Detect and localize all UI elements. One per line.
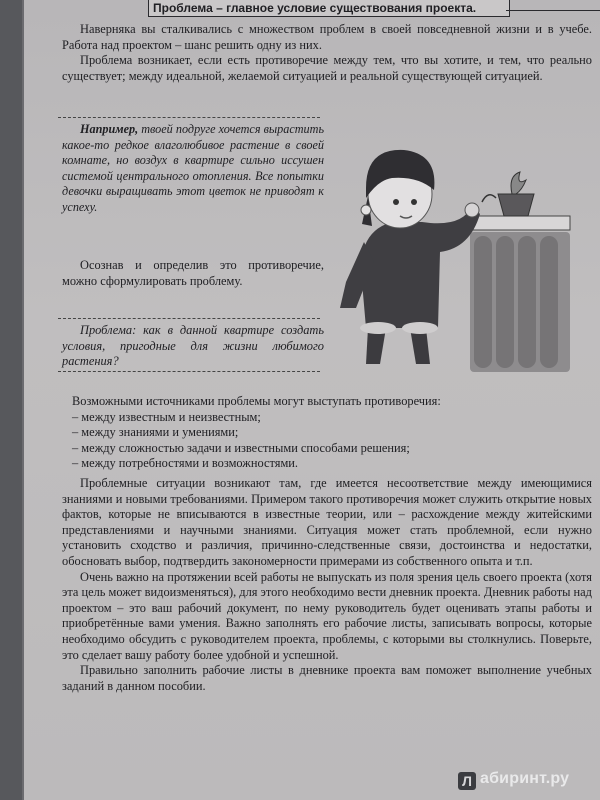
labirint-logo-icon: Л (458, 772, 476, 790)
labirint-watermark (458, 770, 600, 794)
example-lead: Например, (80, 122, 139, 136)
body-paragraph-2: Очень важно на протяжении всей работы не выпускать из поля зрения цель своего проекта (хотя эта цель может видоизменяться), для этого необходимо вести дневник проекта. Дневник работы над проектом – это ваш рабочий документ, по нему руководитель будет оценивать этапы работы и приобретённые вами умения. Важно заполнять его рабочие листы, записывать вопросы, которые необходимо обсудить с руководителем проекта, проблемы, с которыми вы столкнулись. Поверьте, это сделает вашу работу более удобной и успешной. (62, 569, 592, 662)
realize-text (62, 258, 324, 289)
list-item: – между знаниями и умениями; (72, 425, 239, 440)
example-text: твоей подруге хочется вырастить какое-то редкое влаголюбивое растение в своей комнате, но воздух в квартире сильно иссушен системой центрального отопления. Все попытки девочки выращивать этот цветок не приводят к успеху. (62, 122, 324, 214)
page-left-edge (22, 0, 24, 800)
list-item: – между известным и неизвестным; (72, 409, 261, 424)
watermark-text: абиринт.ру (480, 770, 570, 787)
body-paragraph-1: Проблемные ситуации возникают там, где имеется несоответствие между имеющимися знаниями и новыми требованиями. Примером такого противоречия может служить открытие новых фактов, которые не вписываются в известные теории, или – расхождение между житейскими представлениями и научными знаниями. Ситуация может стать проблемной, если нужно установить сходство и различия, причинно-следственные связи, достоинства и недостатки, обосновать выбор, подтвердить закономерности примерами из собственного опыта и т.п. (62, 476, 592, 568)
list-item: – между потребностями и возможностями. (72, 456, 299, 471)
dashed-divider (58, 371, 320, 372)
intro-paragraph-2: Проблема возникает, если есть противоречие между тем, что вы хотите, и тем, что реально существует; между идеальной, желаемой ситуацией и реальной существующей ситуацией. (62, 53, 592, 83)
sources-list (72, 394, 572, 472)
intro-paragraph-1: Наверняка вы сталкивались с множеством проблем в своей повседневной жизни и в учебе. Работа над проектом – шанс решить одну из них. (62, 22, 592, 52)
dashed-divider (58, 117, 320, 118)
example-block (62, 122, 324, 216)
sources-lead: Возможными источниками проблемы могут выступать противоречия: (72, 394, 441, 408)
body-text (62, 476, 592, 694)
intro-text (62, 22, 592, 84)
body-paragraph-3: Правильно заполнить рабочие листы в дневнике проекта вам поможет выполнение учебных заданий в данном пособии. (62, 663, 592, 693)
book-page (22, 0, 600, 800)
dashed-divider (58, 318, 320, 319)
header-rule (506, 10, 600, 11)
problem-statement: Проблема: как в данной квартире создать условия, пригодные для жизни любимого растения? (62, 323, 324, 369)
list-item: – между сложностью задачи и известными способами решения; (72, 440, 410, 455)
girl-radiator-illustration (322, 132, 582, 378)
realize-paragraph: Осознав и определив это противоречие, можно сформулировать проблему. (62, 258, 324, 288)
section-header: Проблема – главное условие существования проекта. (148, 0, 510, 17)
problem-block (62, 323, 324, 370)
